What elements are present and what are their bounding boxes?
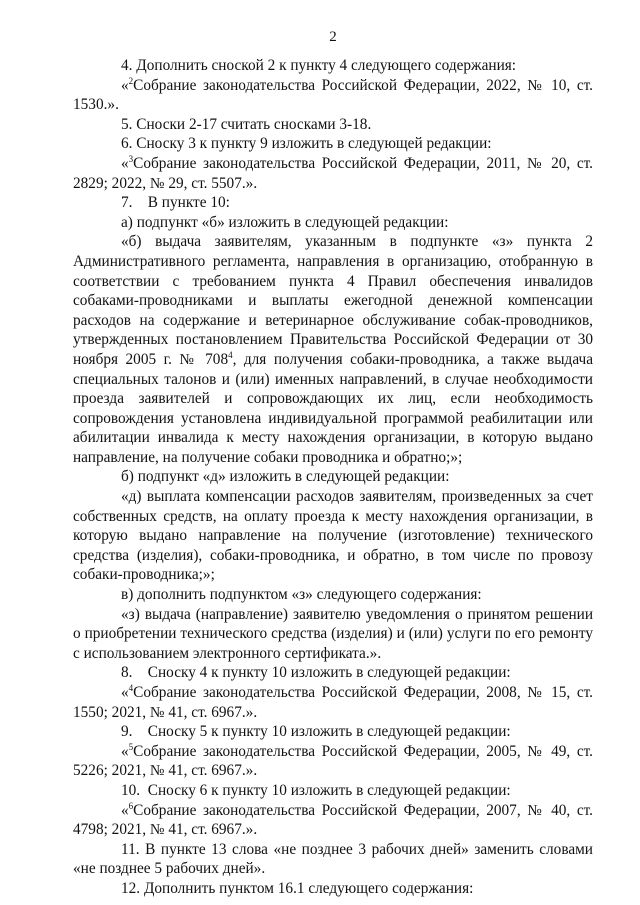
paragraph-item-9: 9. Сноску 5 к пункту 10 изложить в следующей редакции:	[121, 723, 511, 741]
paragraph-item-5: 5. Сноски 2-17 считать сносками 3-18.	[121, 115, 372, 133]
paragraph-subitem-b: б) подпункт «д» изложить в следующей редакции:	[121, 468, 450, 486]
paragraph-footnote-2-text: «$^2$Собрание законодательства Российской Федерации, 2022, № 10, ст. 1530.».	[73, 75, 593, 114]
paragraph-footnote-6-text: «$^6$Собрание законодательства Российской Федерации, 2007, № 40, ст. 4798; 2021, № 41, ст. 6967.».	[73, 800, 593, 839]
document-body	[73, 56, 593, 899]
paragraph-item-7: 7. В пункте 10:	[121, 194, 230, 212]
footnote-mark: 5	[128, 741, 134, 752]
footnote-mark: 2	[128, 75, 134, 86]
page-number: 2	[329, 29, 337, 45]
paragraph-subitem-v: в) дополнить подпунктом «з» следующего содержания:	[121, 586, 482, 604]
document-page	[73, 0, 593, 905]
paragraph-footnote-3-text: «$^3$Собрание законодательства Российской Федерации, 2011, № 20, ст. 2829; 2022, № 29, ст. 5507.».	[73, 153, 593, 192]
paragraph-footnote-4-text: «$^4$Собрание законодательства Российской Федерации, 2008, № 15, ст. 1550; 2021, № 41, ст. 6967.».	[73, 682, 593, 721]
paragraph-subitem-a: а) подпункт «б» изложить в следующей редакции:	[121, 213, 449, 231]
paragraph-subitem-z-text: «з) выдача (направление) заявителю уведомления о принятом решении о приобретении технического средства (изделия) и (или) услуги по его ремонту с использованием электронного сертификата.».	[73, 605, 593, 662]
paragraph-subitem-b-text: «б) выдача заявителям, указанным в подпункте «з» пункта 2 Административного регламента, направления в организацию, отобранную в соответствии с требованием пункта 4 Правил обеспечения инвалидов собаками-проводниками и выплаты ежегодной денежной компенсации расходов на содержание и ветеринарное обслуживание собак-проводников, утвержденных постановлением Правительства Российской Федерации от 30 ноября 2005 г. № $708^4$, для получения собаки-проводника, а также выдача специальных талонов и (или) именных направлений, в случае необходимости проезда заявителей и сопровождающих их лиц, если необходимость сопровождения установлена индивидуальной программой реабилитации или абилитации инвалида к месту нахождения организации, в которую выдано направление, на получение собаки проводника и обратно;»;	[73, 233, 593, 466]
footnote-mark: 3	[128, 153, 134, 164]
paragraph-subitem-d-text: «д) выплата компенсации расходов заявителям, произведенных за счет собственных средств, на оплату проезда к месту нахождения организации, в которую выдано направление на получение (изготовление) технического средства (изделия), собаки-проводника, и обратно, в том числе по провозу собаки-проводника;»;	[73, 488, 593, 584]
footnote-mark: 4	[228, 349, 233, 360]
footnote-mark: 4	[128, 682, 134, 693]
paragraph-item-8: 8. Сноску 4 к пункту 10 изложить в следующей редакции:	[121, 664, 511, 682]
paragraph-item-4: 4. Дополнить сноской 2 к пункту 4 следующего содержания:	[121, 57, 517, 74]
paragraph-item-11: 11. В пункте 13 слова «не позднее 3 рабочих дней» заменить словами «не позднее 5 рабочих дней».	[73, 840, 593, 878]
paragraph-item-10: 10. Сноску 6 к пункту 10 изложить в следующей редакции:	[121, 781, 511, 799]
paragraph-item-6: 6. Сноску 3 к пункту 9 изложить в следующей редакции:	[121, 135, 492, 153]
footnote-mark: 6	[128, 800, 134, 811]
paragraph-footnote-5-text: «$^5$Собрание законодательства Российской Федерации, 2005, № 49, ст. 5226; 2021, № 41, ст. 6967.».	[73, 741, 593, 780]
paragraph-item-12: 12. Дополнить пунктом 16.1 следующего содержания:	[121, 879, 474, 897]
